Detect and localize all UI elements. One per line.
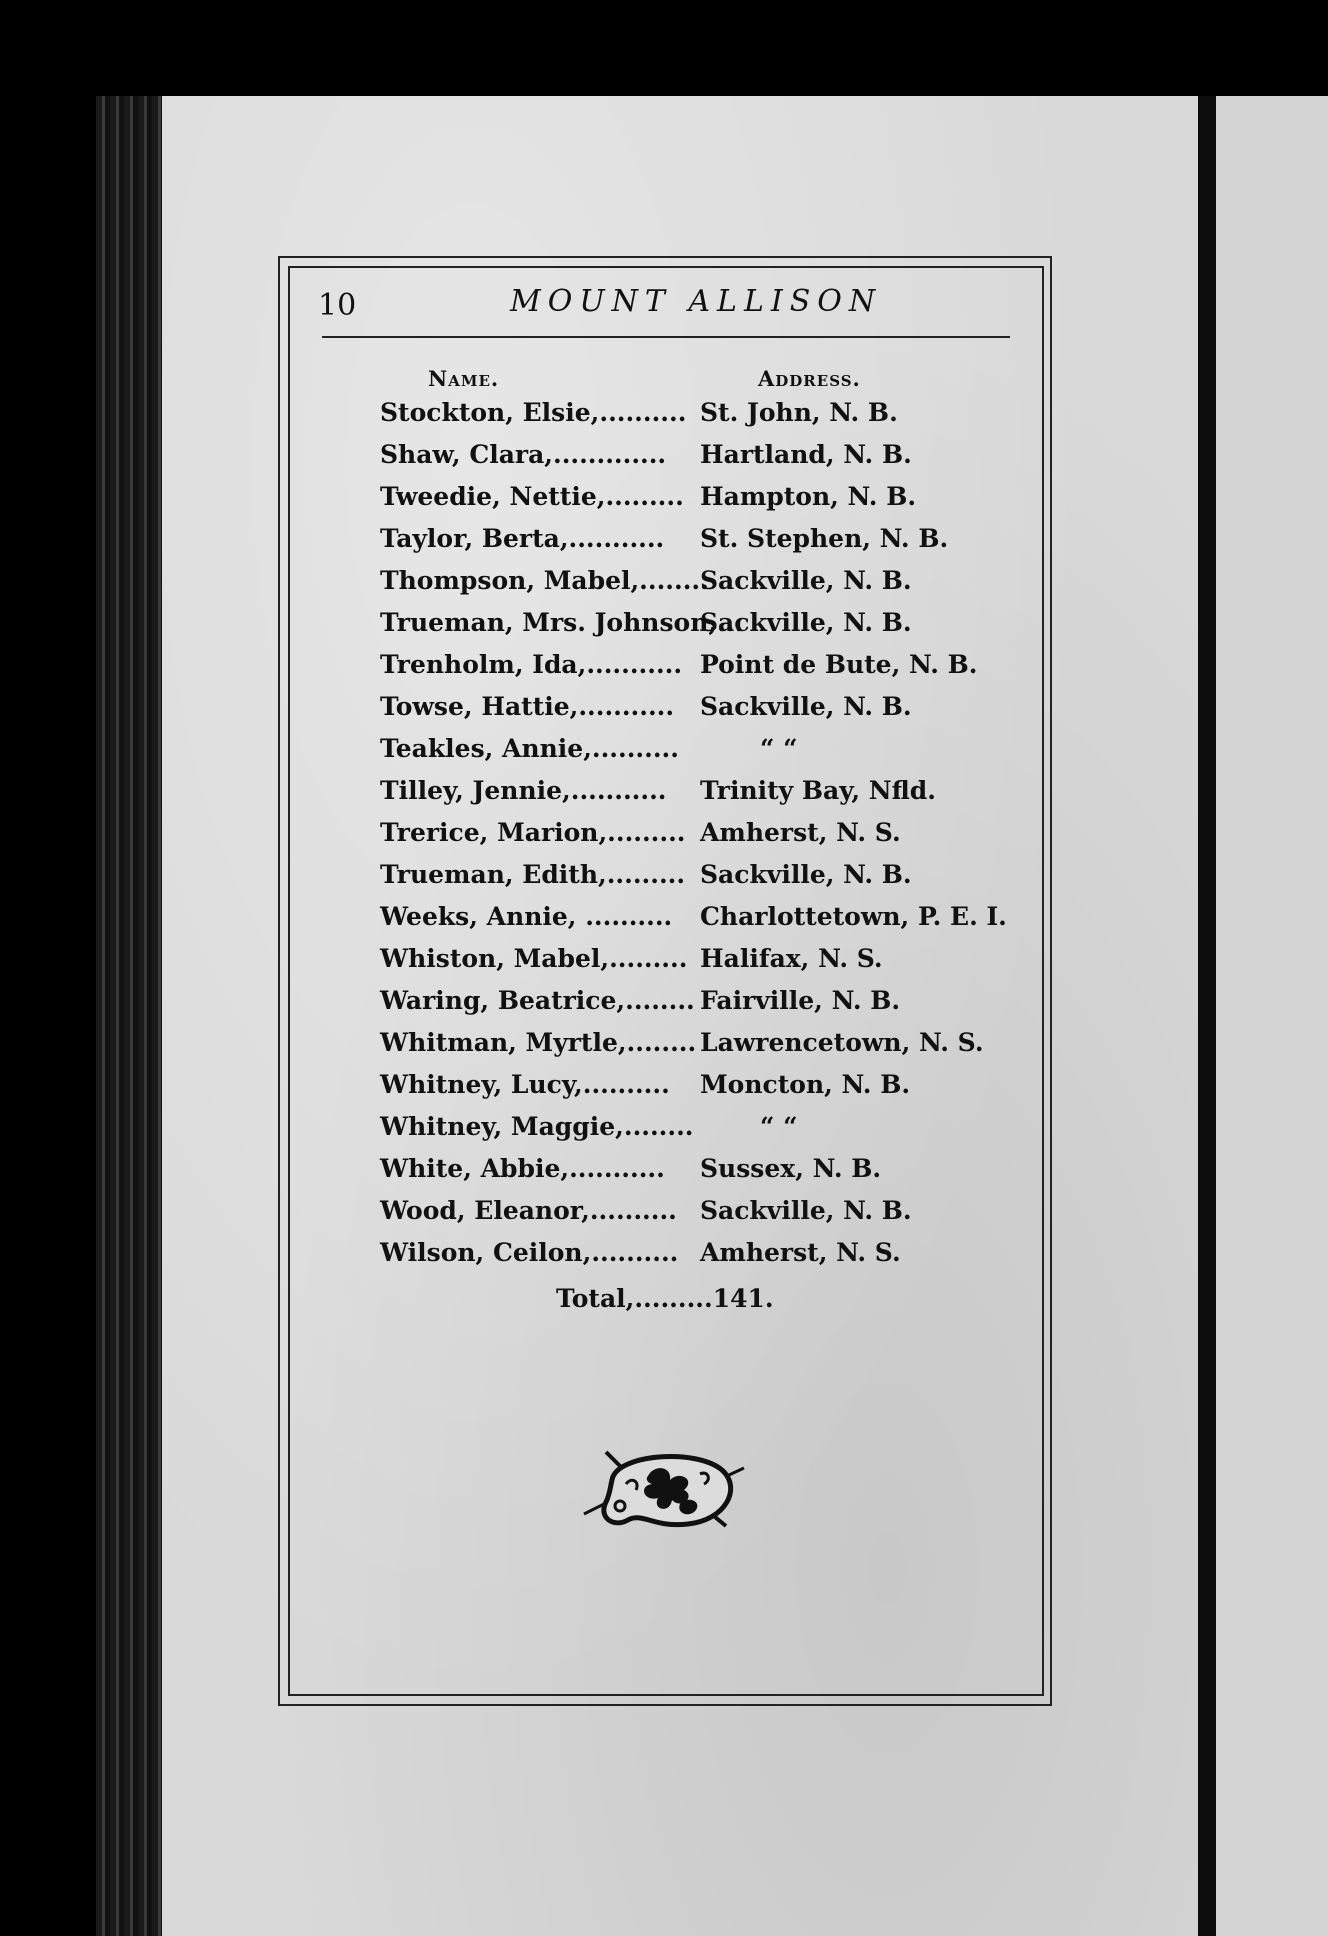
facing-page-edge bbox=[1216, 96, 1328, 1936]
student-name: Whitney, Lucy,.......... bbox=[380, 1070, 670, 1099]
list-item bbox=[380, 986, 1000, 1026]
floral-palette-ornament-icon bbox=[576, 1440, 752, 1540]
student-address: Halifax, N. S. bbox=[700, 944, 883, 973]
student-address: Hampton, N. B. bbox=[700, 482, 917, 511]
student-name: Wilson, Ceilon,.......... bbox=[380, 1238, 679, 1267]
student-address: Point de Bute, N. B. bbox=[700, 650, 978, 679]
student-name: Trenholm, Ida,........... bbox=[380, 650, 683, 679]
student-address: Sackville, N. B. bbox=[700, 692, 912, 721]
student-name: Teakles, Annie,.......... bbox=[380, 734, 679, 763]
student-name: Shaw, Clara,............. bbox=[380, 440, 667, 469]
list-item bbox=[380, 1112, 1000, 1152]
list-item bbox=[380, 1070, 1000, 1110]
student-name: Whitman, Myrtle,........ bbox=[380, 1028, 697, 1057]
list-item bbox=[380, 566, 1000, 606]
student-address: Sackville, N. B. bbox=[700, 608, 912, 637]
student-address: Hartland, N. B. bbox=[700, 440, 912, 469]
student-name: Whiston, Mabel,......... bbox=[380, 944, 688, 973]
student-name: White, Abbie,........... bbox=[380, 1154, 665, 1183]
list-item bbox=[380, 650, 1000, 690]
list-item bbox=[380, 1238, 1000, 1278]
student-address: “ “ bbox=[760, 1112, 798, 1141]
student-address: Sackville, N. B. bbox=[700, 1196, 912, 1225]
student-address: Sussex, N. B. bbox=[700, 1154, 882, 1183]
student-address: St. Stephen, N. B. bbox=[700, 524, 949, 553]
student-name: Thompson, Mabel,........ bbox=[380, 566, 709, 595]
page-gutter bbox=[1198, 96, 1216, 1936]
list-item bbox=[380, 482, 1000, 522]
student-name: Taylor, Berta,........... bbox=[380, 524, 665, 553]
student-address: Sackville, N. B. bbox=[700, 860, 912, 889]
list-item bbox=[380, 692, 1000, 732]
book-spine bbox=[96, 96, 166, 1936]
student-name: Stockton, Elsie,.......... bbox=[380, 398, 687, 427]
student-address: St. John, N. B. bbox=[700, 398, 898, 427]
list-item bbox=[380, 1028, 1000, 1068]
student-name: Weeks, Annie, .......... bbox=[380, 902, 673, 931]
header-rule bbox=[322, 336, 1010, 338]
student-name: Trerice, Marion,......... bbox=[380, 818, 686, 847]
student-address: Charlottetown, P. E. I. bbox=[700, 902, 1007, 931]
student-name: Waring, Beatrice,........ bbox=[380, 986, 695, 1015]
list-item bbox=[380, 860, 1000, 900]
list-item bbox=[380, 944, 1000, 984]
running-head: MOUNT ALLISON bbox=[510, 284, 883, 319]
list-item bbox=[380, 440, 1000, 480]
student-address: Sackville, N. B. bbox=[700, 566, 912, 595]
student-address: “ “ bbox=[760, 734, 798, 763]
student-name: Trueman, Mrs. Johnson,... bbox=[380, 608, 744, 637]
student-address: Fairville, N. B. bbox=[700, 986, 901, 1015]
student-name: Tilley, Jennie,........... bbox=[380, 776, 667, 805]
list-item bbox=[380, 398, 1000, 438]
list-item bbox=[380, 734, 1000, 774]
list-item bbox=[380, 902, 1007, 942]
list-item bbox=[380, 1196, 1000, 1236]
student-name: Wood, Eleanor,.......... bbox=[380, 1196, 677, 1225]
student-name: Whitney, Maggie,........ bbox=[380, 1112, 694, 1141]
student-address: Lawrencetown, N. S. bbox=[700, 1028, 984, 1057]
list-item bbox=[380, 524, 1000, 564]
name-column-header: Name. bbox=[428, 366, 500, 391]
student-name: Towse, Hattie,........... bbox=[380, 692, 675, 721]
page-number: 10 bbox=[318, 288, 357, 323]
list-item bbox=[380, 818, 1000, 858]
list-item bbox=[380, 776, 1000, 816]
student-address: Amherst, N. S. bbox=[700, 818, 901, 847]
student-name: Tweedie, Nettie,......... bbox=[380, 482, 684, 511]
student-address: Amherst, N. S. bbox=[700, 1238, 901, 1267]
student-address: Moncton, N. B. bbox=[700, 1070, 911, 1099]
student-address: Trinity Bay, Nfld. bbox=[700, 776, 936, 805]
address-column-header: Address. bbox=[758, 366, 861, 391]
total-count: Total,.........141. bbox=[556, 1284, 774, 1313]
student-name: Trueman, Edith,......... bbox=[380, 860, 686, 889]
list-item bbox=[380, 1154, 1000, 1194]
list-item bbox=[380, 608, 1000, 648]
